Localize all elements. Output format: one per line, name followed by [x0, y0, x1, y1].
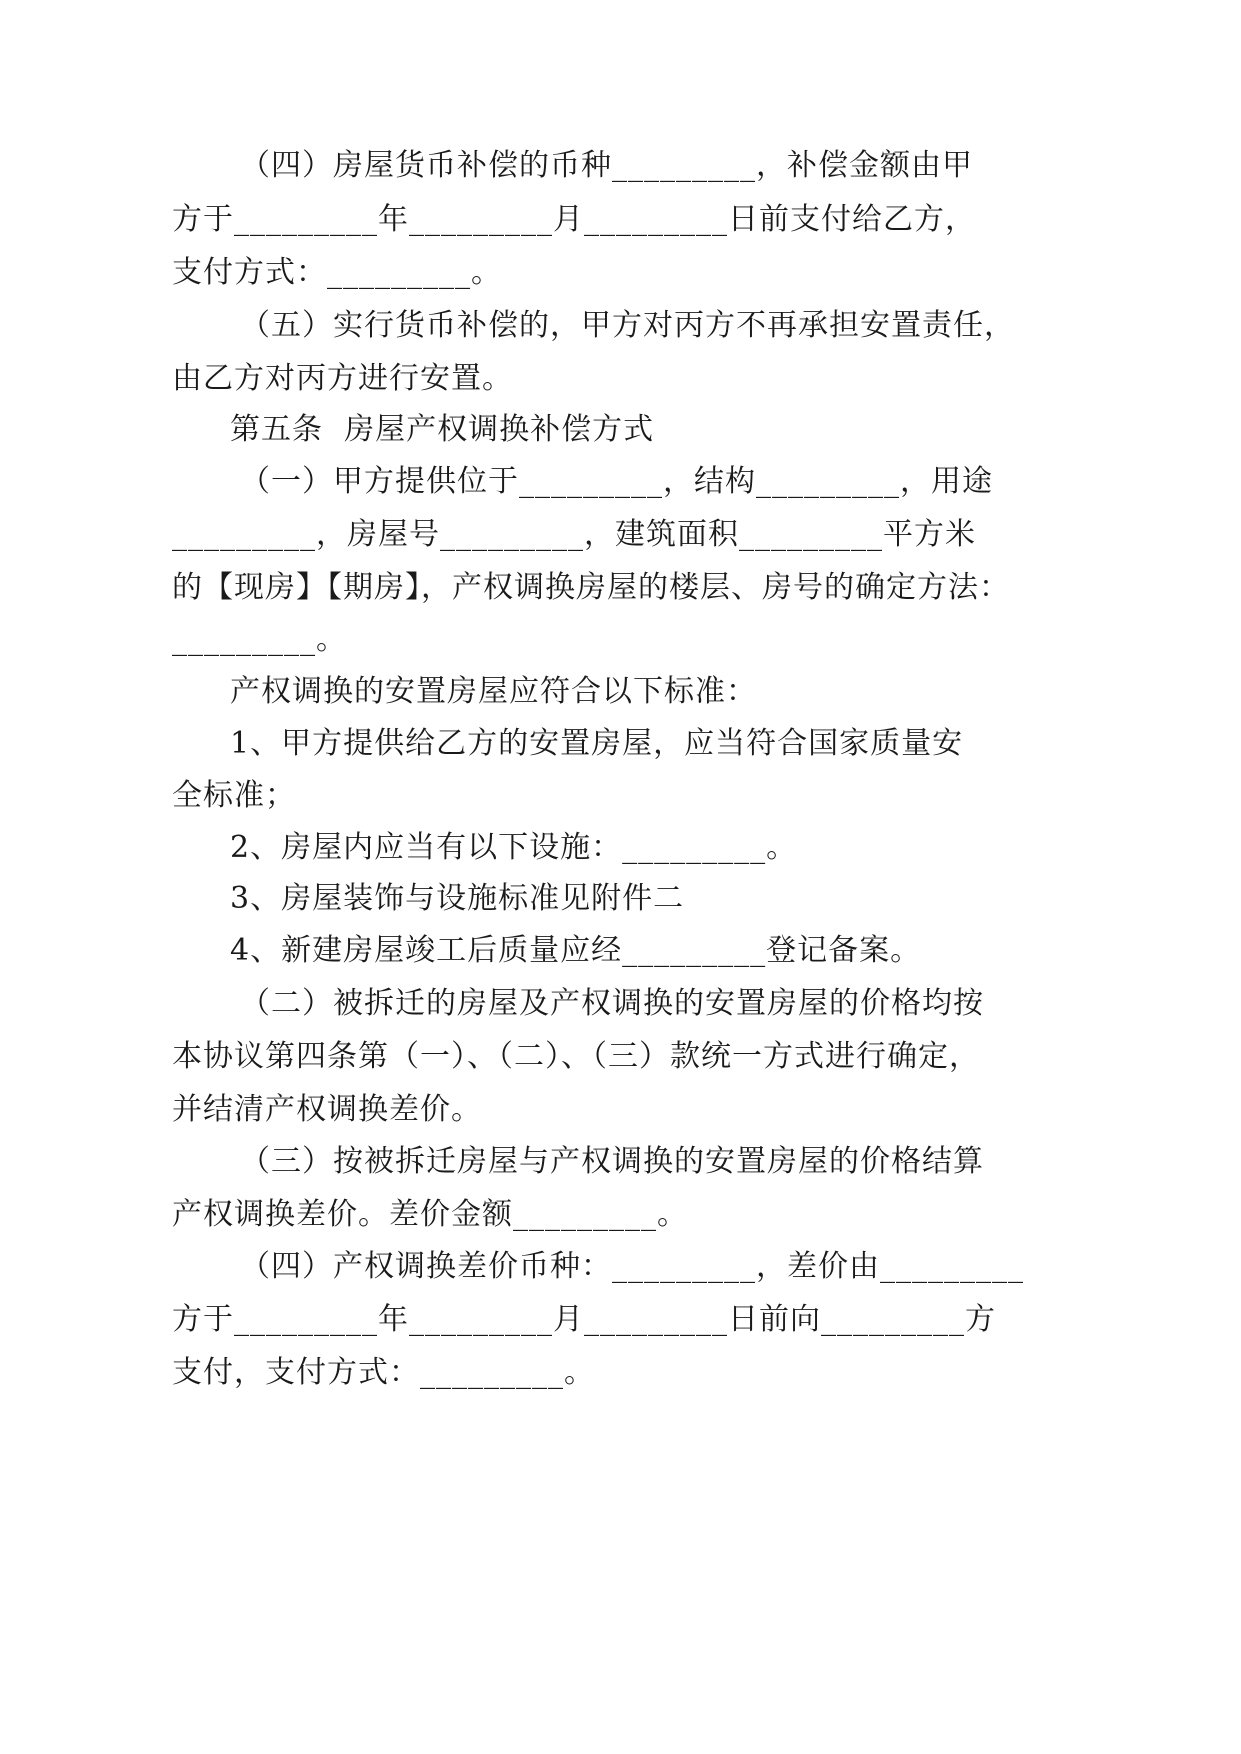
- paragraph-line: （四）房屋货币补偿的币种_________，补偿金额由甲: [240, 148, 973, 183]
- paragraph-line: 的【现房】【期房】，产权调换房屋的楼层、房号的确定方法：: [172, 570, 1010, 605]
- paragraph-line: 支付，支付方式：_________。: [172, 1355, 595, 1390]
- paragraph-line: 方于_________年_________月_________日前向_________方: [172, 1302, 996, 1337]
- section-heading: 第五条 房屋产权调换补偿方式: [230, 412, 655, 447]
- paragraph-line: 支付方式：_________。: [172, 255, 502, 290]
- paragraph-line: 产权调换差价。差价金额_________。: [172, 1197, 688, 1232]
- paragraph-line: 并结清产权调换差价。: [172, 1092, 482, 1127]
- paragraph-line: （三）按被拆迁房屋与产权调换的安置房屋的价格结算: [240, 1144, 984, 1179]
- paragraph-line: _________，房屋号_________，建筑面积_________平方米: [172, 517, 976, 552]
- paragraph-line: （四）产权调换差价币种：_________，差价由_________: [240, 1249, 1024, 1284]
- paragraph-line: （五）实行货币补偿的，甲方对丙方不再承担安置责任，: [240, 308, 1015, 343]
- paragraph-line: （二）被拆迁的房屋及产权调换的安置房屋的价格均按: [240, 986, 984, 1021]
- list-item: 1、甲方提供给乙方的安置房屋，应当符合国家质量安: [230, 726, 964, 761]
- paragraph-line: 产权调换的安置房屋应符合以下标准：: [230, 674, 757, 709]
- list-item-continuation: 全标准；: [172, 778, 296, 813]
- paragraph-line: （一）甲方提供位于_________，结构_________，用途: [240, 464, 993, 499]
- list-item: 4、新建房屋竣工后质量应经_________登记备案。: [230, 933, 922, 968]
- paragraph-line: 本协议第四条第（一）、（二）、（三）款统一方式进行确定，: [172, 1039, 980, 1074]
- list-item: 2、房屋内应当有以下设施：_________。: [230, 830, 798, 865]
- list-item: 3、房屋装饰与设施标准见附件二: [230, 881, 685, 916]
- paragraph-line: _________。: [172, 622, 347, 657]
- paragraph-line: 由乙方对丙方进行安置。: [172, 361, 513, 396]
- paragraph-line: 方于_________年_________月_________日前支付给乙方，: [172, 202, 976, 237]
